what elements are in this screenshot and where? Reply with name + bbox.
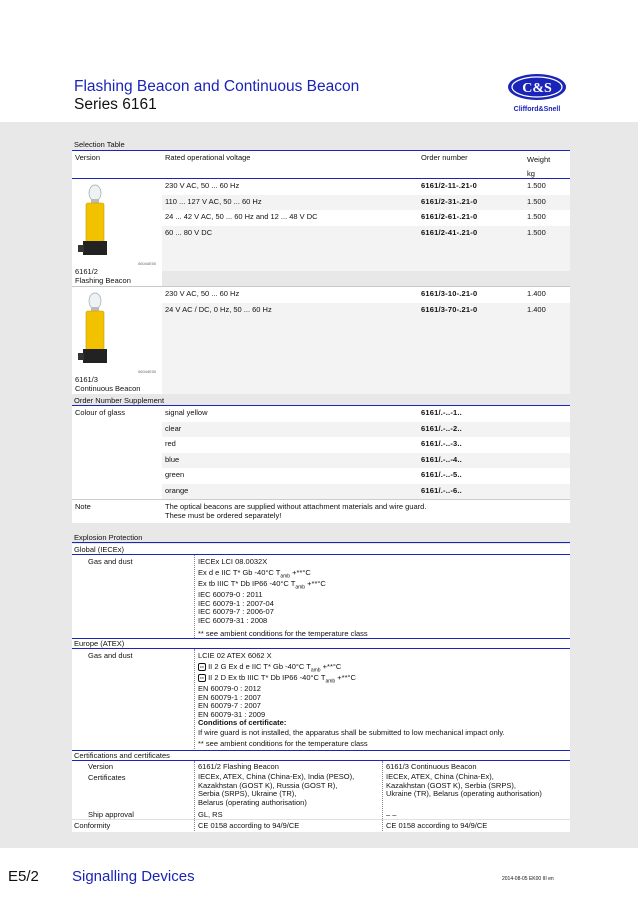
standard-line: EN 60079-0 : 2012: [198, 684, 261, 693]
header-weight-label: Weight: [527, 155, 551, 164]
global-title: Global (IECEx): [74, 545, 125, 554]
colour-order: 6161/.-..-5..: [418, 468, 524, 484]
ship-approval-label: Ship approval: [88, 810, 134, 819]
ex-hexagon-icon: εx: [198, 663, 206, 671]
colour-label: Colour of glass: [72, 406, 162, 499]
colour-order: 6161/.-..-2..: [418, 422, 524, 438]
cert-line: Kazakhstan (GOST K), Russia (GOST R),: [198, 780, 338, 790]
empty-cell: [524, 484, 570, 500]
order-cell: 6161/2-41-.21-0: [418, 226, 524, 271]
colour-name: blue: [162, 453, 418, 469]
europe-marking-dust: [198, 673, 356, 685]
page-number: E5/2: [8, 868, 39, 885]
europe-marking-gas: [198, 662, 341, 674]
colour-name: signal yellow: [162, 406, 418, 422]
global-marking-dust: [198, 579, 326, 591]
europe-cert-number: LCIE 02 ATEX 6062 X: [198, 651, 272, 660]
ship-approval-col2: – –: [386, 810, 397, 819]
page-title: Flashing Beacon and Continuous Beacon: [74, 78, 360, 95]
table-row: [162, 287, 570, 303]
standard-line: EN 60079-7 : 2007: [198, 701, 261, 710]
empty-cell: [524, 468, 570, 484]
logo-mark: C&S: [522, 81, 552, 96]
divider: [72, 819, 570, 820]
voltage-cell: 230 V AC, 50 ... 60 Hz: [162, 287, 418, 303]
weight-cell: 1.500: [524, 179, 570, 195]
global-marking-gas: [198, 568, 311, 580]
product-code: 6161/2: [75, 267, 98, 276]
explosion-title: Explosion Protection: [74, 533, 143, 542]
colour-order: 6161/.-..-6..: [418, 484, 524, 500]
selection-title: Selection Table: [74, 140, 125, 149]
cert-line: Serbia (SRPS), Ukraine (TR),: [198, 789, 297, 798]
ship-approval-col1: GL, RS: [198, 810, 223, 819]
weight-cell: 1.500: [524, 210, 570, 226]
weight-cell: 1.500: [524, 195, 570, 211]
product-name: Continuous Beacon: [75, 384, 141, 393]
supplement-table: [72, 406, 570, 523]
page-subtitle: Series 6161: [74, 96, 157, 113]
standard-line: IEC 60079-0 : 2011: [198, 590, 263, 599]
conformity-col2: CE 0158 according to 94/9/CE: [386, 821, 488, 830]
version-col1: 6161/2 Flashing Beacon: [198, 762, 279, 771]
product-name: Flashing Beacon: [75, 276, 131, 285]
note-label: Note: [72, 499, 162, 523]
conformity-col1: CE 0158 according to 94/9/CE: [198, 821, 300, 830]
standard-line: IEC 60079-31 : 2008: [198, 615, 268, 625]
product-label: [75, 375, 140, 393]
europe-ambient-note: ** see ambient conditions for the temperature class: [198, 739, 368, 748]
divider: [194, 761, 195, 831]
header-voltage: Rated operational voltage: [162, 151, 418, 183]
empty-cell: [524, 437, 570, 453]
order-cell: 6161/2-11-.21-0: [418, 179, 524, 195]
note-line-1: The optical beacons are supplied without attachment materials and wire guard.: [165, 501, 427, 511]
footer-title: Signalling Devices: [72, 868, 195, 885]
cert-line: IECEx, ATEX, China (China-Ex), India (PESO),: [198, 772, 355, 781]
table-row: [162, 226, 570, 271]
europe-marking-dust-text: II 2 D Ex tb IIIC T* Db IP66 -40°C $T_{amb} +**^\circ C$: [208, 673, 356, 685]
divider: [194, 649, 195, 749]
conditions-heading: Conditions of certificate:: [198, 718, 287, 727]
order-cell: 6161/2-31-.21-0: [418, 195, 524, 211]
standard-line: IEC 60079-7 : 2006-07: [198, 607, 274, 616]
standard-line: IEC 60079-1 : 2007-04: [198, 598, 274, 608]
colour-name: red: [162, 437, 418, 453]
table-row: [162, 179, 570, 195]
image-code: 06044E00: [138, 261, 157, 266]
clifford-snell-logo: [502, 70, 572, 114]
product-cell-6161-3: [72, 287, 162, 394]
global-standards: [198, 591, 274, 625]
voltage-cell: 110 ... 127 V AC, 50 ... 60 Hz: [162, 195, 418, 211]
ex-hexagon-icon: εx: [198, 674, 206, 682]
version-label: Version: [88, 762, 114, 771]
weight-cell: 1.400: [524, 303, 570, 394]
certifications-block: [72, 750, 570, 832]
colour-order: 6161/.-..-4..: [418, 453, 524, 469]
colour-name: clear: [162, 422, 418, 438]
page-header: [0, 0, 638, 122]
product-code: 6161/3: [75, 375, 98, 384]
certificates-col2: [386, 773, 542, 799]
europe-gas-dust-label: Gas and dust: [88, 651, 133, 660]
empty-cell: [524, 422, 570, 438]
global-marking-dust-text: Ex tb IIIC T* Db IP66 -40°C $T_{amb} +**^\circ C$: [198, 579, 326, 591]
product-label: [75, 267, 131, 285]
standard-line: EN 60079-31 : 2009: [198, 709, 266, 719]
table-row: [162, 210, 570, 226]
colour-name: green: [162, 468, 418, 484]
product-table-6161-3: [162, 287, 570, 394]
voltage-cell: 24 V AC / DC, 0 Hz, 50 ... 60 Hz: [162, 303, 418, 394]
product-table-6161-2: [162, 179, 570, 271]
cert-line: IECEx, ATEX, China (China-Ex),: [386, 772, 494, 781]
table-row: [162, 195, 570, 211]
divider: [72, 648, 570, 649]
divider: [72, 542, 570, 543]
voltage-cell: 60 ... 80 V DC: [162, 226, 418, 271]
voltage-cell: 230 V AC, 50 ... 60 Hz: [162, 179, 418, 195]
cert-line: Ukraine (TR), Belarus (operating authorisation): [386, 789, 542, 798]
header-weight-unit: kg: [527, 169, 535, 178]
certificates-label: Certificates: [88, 773, 126, 782]
certs-title: Certifications and certificates: [74, 751, 170, 760]
product-cell-6161-2: [72, 179, 162, 286]
table-row: [162, 303, 570, 394]
voltage-cell: 24 ... 42 V AC, 50 ... 60 Hz and 12 ... 48 V DC: [162, 210, 418, 226]
note-text: [162, 499, 570, 523]
order-cell: 6161/3-70-.21-0: [418, 303, 524, 394]
global-marking-gas-text: Ex d e IIC T* Gb -40°C $T_{amb} +**^\circ C$: [198, 568, 311, 580]
header-order: Order number: [418, 151, 524, 183]
colour-name: orange: [162, 484, 418, 500]
cert-line: Belarus (operating authorisation): [198, 797, 307, 807]
image-code: 06044E00: [138, 369, 157, 374]
global-cert-number: IECEx LCI 08.0032X: [198, 557, 268, 566]
europe-marking-gas-text: II 2 G Ex d e IIC T* Gb -40°C $T_{amb} +**^\circ C$: [208, 662, 342, 674]
global-iecex-block: [72, 544, 570, 640]
certificates-col1: [198, 773, 354, 807]
weight-cell: 1.500: [524, 226, 570, 271]
divider: [72, 638, 570, 639]
footer-code: 2014-08-05 EK00 III en: [502, 876, 554, 882]
table-row: [72, 406, 570, 422]
divider: [382, 761, 383, 831]
divider: [72, 554, 570, 555]
logo-text: Clifford&Snell: [513, 106, 561, 113]
note-line-2: These must be ordered separately!: [165, 510, 282, 520]
europe-title: Europe (ATEX): [74, 639, 125, 648]
divider: [72, 760, 570, 761]
colour-order: 6161/.-..-3..: [418, 437, 524, 453]
divider: [194, 555, 195, 640]
order-cell: 6161/2-61-.21-0: [418, 210, 524, 226]
empty-cell: [524, 406, 570, 422]
flashing-beacon-image: [78, 183, 112, 259]
note-row: [72, 499, 570, 523]
conformity-label: Conformity: [74, 821, 111, 830]
colour-order: 6161/.-..-1..: [418, 406, 524, 422]
continuous-beacon-image: [78, 291, 112, 367]
standard-line: EN 60079-1 : 2007: [198, 692, 261, 702]
empty-cell: [524, 453, 570, 469]
header-version: Version: [72, 151, 162, 183]
weight-cell: 1.400: [524, 287, 570, 303]
cert-line: Kazakhstan (GOST K), Serbia (SRPS),: [386, 780, 516, 790]
supplement-title: Order Number Supplement: [74, 396, 165, 405]
version-col2: 6161/3 Continuous Beacon: [386, 762, 477, 771]
order-cell: 6161/3-10-.21-0: [418, 287, 524, 303]
global-ambient-note: ** see ambient conditions for the temperature class: [198, 629, 368, 638]
global-gas-dust-label: Gas and dust: [88, 557, 133, 566]
europe-condition-text: If wire guard is not installed, the apparatus shall be submitted to low mechanical impact only.: [198, 728, 505, 737]
europe-standards: [198, 685, 286, 728]
europe-atex-block: [72, 638, 570, 750]
